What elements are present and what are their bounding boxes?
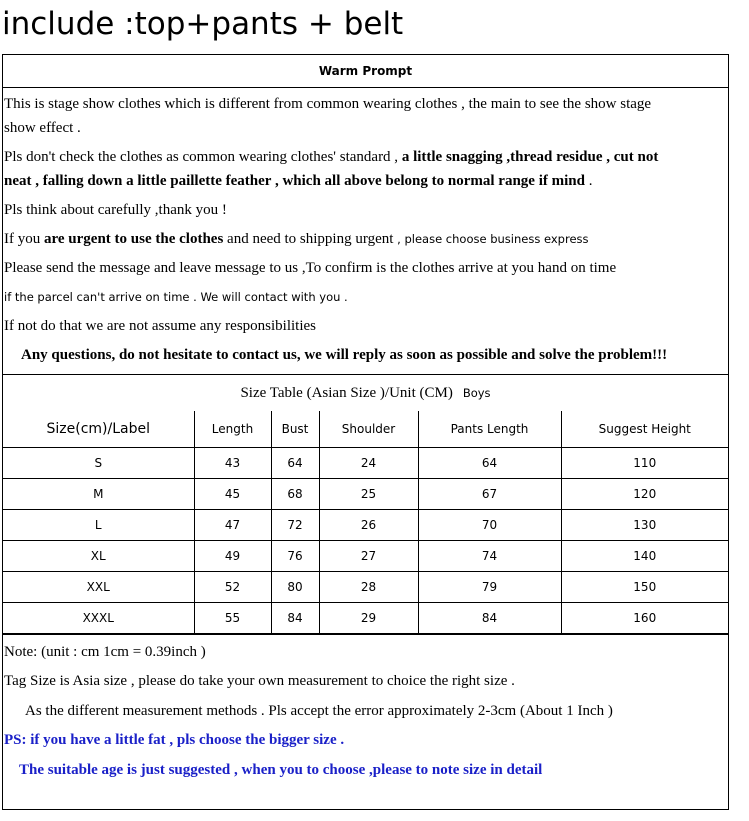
- table-row: [3, 541, 728, 572]
- table-cell: XXXL: [3, 603, 194, 634]
- table-cell: 130: [561, 510, 728, 541]
- table-row: [3, 572, 728, 603]
- prompt-emphasis: are urgent to use the clothes: [44, 231, 224, 247]
- prompt-line: Please send the message and leave message to us ,To confirm is the clothes arrive at you hand on time: [4, 260, 617, 276]
- prompt-text: If you: [4, 231, 44, 247]
- table-cell: XL: [3, 541, 194, 572]
- size-table: [3, 411, 728, 634]
- prompt-emphasis: neat , falling down a little paillette feather , which all above belong to normal range if mind: [4, 173, 585, 189]
- table-cell: 47: [194, 510, 271, 541]
- prompt-line: This is stage show clothes which is different from common wearing clothes , the main to see the show stage: [4, 96, 652, 112]
- prompt-line: [4, 171, 592, 191]
- table-cell: 29: [319, 603, 418, 634]
- table-cell: 160: [561, 603, 728, 634]
- size-table-gender: Boys: [462, 386, 491, 400]
- size-table-title: [3, 375, 728, 411]
- prompt-line-bold: Any questions, do not hesitate to contact us, we will reply as soon as possible and solve the problem!!!: [21, 347, 668, 363]
- info-panel: [2, 54, 729, 810]
- table-cell: 74: [418, 541, 561, 572]
- table-cell: 55: [194, 603, 271, 634]
- table-cell: 52: [194, 572, 271, 603]
- table-cell: 43: [194, 448, 271, 479]
- table-cell: 80: [271, 572, 319, 603]
- divider: [3, 87, 728, 88]
- prompt-text: and need to shipping urgent: [223, 231, 398, 247]
- table-cell: 150: [561, 572, 728, 603]
- table-cell: 28: [319, 572, 418, 603]
- table-cell: 49: [194, 541, 271, 572]
- table-cell: 27: [319, 541, 418, 572]
- table-header-cell: Length: [194, 411, 271, 448]
- table-row: [3, 479, 728, 510]
- table-cell: 84: [418, 603, 561, 634]
- prompt-line: [4, 147, 658, 167]
- prompt-line: Pls think about carefully ,thank you !: [4, 202, 227, 218]
- table-cell: 140: [561, 541, 728, 572]
- table-header-row: [3, 411, 728, 448]
- table-row: [3, 603, 728, 634]
- table-cell: XXL: [3, 572, 194, 603]
- prompt-line: if the parcel can't arrive on time . We will contact with you .: [4, 290, 348, 304]
- table-cell: 68: [271, 479, 319, 510]
- prompt-line: show effect .: [4, 120, 81, 136]
- prompt-text: .: [584, 173, 593, 189]
- size-table-heading: Size Table (Asian Size )/Unit (CM): [240, 385, 453, 401]
- table-cell: 64: [418, 448, 561, 479]
- prompt-small-text: , please choose business express: [397, 232, 589, 246]
- table-cell: 120: [561, 479, 728, 510]
- note-unit: Note: (unit : cm 1cm = 0.39inch ): [4, 644, 206, 660]
- table-cell: 26: [319, 510, 418, 541]
- table-header-cell: Size(cm)/Label: [3, 411, 194, 448]
- note-tag-size: Tag Size is Asia size , please do take your own measurement to choice the right size .: [4, 673, 515, 689]
- prompt-emphasis: a little snagging ,thread residue , cut not: [401, 149, 659, 165]
- table-cell: 25: [319, 479, 418, 510]
- table-cell: 24: [319, 448, 418, 479]
- table-cell: 72: [271, 510, 319, 541]
- table-header-cell: Shoulder: [319, 411, 418, 448]
- table-row: [3, 448, 728, 479]
- table-cell: 79: [418, 572, 561, 603]
- divider: [3, 634, 728, 635]
- table-cell: 67: [418, 479, 561, 510]
- product-headline: include :top+pants + belt: [2, 6, 404, 42]
- table-cell: 70: [418, 510, 561, 541]
- table-header-cell: Suggest Height: [561, 411, 728, 448]
- note-measurement-error: As the different measurement methods . Pls accept the error approximately 2-3cm (About 1 Inch ): [25, 703, 613, 719]
- note-suitable-age: The suitable age is just suggested , when you to choose ,please to note size in detail: [19, 762, 543, 778]
- table-cell: 84: [271, 603, 319, 634]
- prompt-line: [4, 229, 589, 249]
- table-cell: 64: [271, 448, 319, 479]
- table-row: [3, 510, 728, 541]
- table-header-cell: Bust: [271, 411, 319, 448]
- table-cell: 45: [194, 479, 271, 510]
- warm-prompt-title: Warm Prompt: [318, 64, 413, 78]
- note-bigger-size: PS: if you have a little fat , pls choose the bigger size .: [4, 732, 345, 748]
- prompt-line: If not do that we are not assume any responsibilities: [4, 318, 317, 334]
- table-cell: 76: [271, 541, 319, 572]
- prompt-text: Pls don't check the clothes as common wearing clothes' standard ,: [4, 149, 402, 165]
- table-cell: L: [3, 510, 194, 541]
- table-cell: S: [3, 448, 194, 479]
- table-cell: M: [3, 479, 194, 510]
- table-header-cell: Pants Length: [418, 411, 561, 448]
- table-cell: 110: [561, 448, 728, 479]
